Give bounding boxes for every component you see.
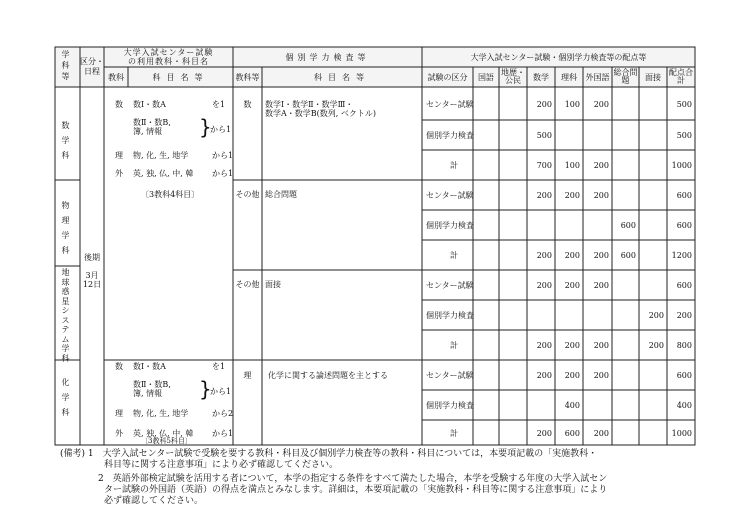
center2-subj-foreign-name: 英, 独, 仏, 中, 韓	[133, 429, 194, 438]
score-cell: 200	[648, 311, 664, 320]
center2-subj-math-2-name-b: 簿, 情報	[133, 389, 163, 398]
header-center-title-1: 大学入試センター試験	[123, 48, 214, 57]
center-subj-sci-name: 物, 化, 生, 地学	[133, 151, 189, 160]
score-cell: 200	[536, 428, 552, 438]
center2-subj-sci-name: 物, 化, 生, 地学	[133, 409, 189, 418]
col-japanese: 国語	[478, 73, 494, 82]
score-row-type: センター試験	[426, 191, 474, 200]
note-2-line-3: 必ず確認してください。	[104, 496, 204, 506]
center2-subj-sci: 理	[115, 409, 123, 418]
score-cell: 200	[648, 341, 664, 350]
score-cell: 200	[593, 161, 609, 170]
score-row-type: センター試験	[426, 281, 474, 290]
dept-chem: 化学科	[61, 378, 70, 417]
center2-subj-math-1-name: 数Ⅰ・数A	[133, 362, 166, 371]
center-subj-math-2-name: 数Ⅱ・数B,	[133, 118, 171, 127]
indiv-1-name-b: 数学A・数学B(数列, ベクトル)	[265, 109, 376, 118]
score-cell: 200	[536, 251, 552, 260]
schedule-date: 3月	[85, 271, 99, 280]
score-cell: 200	[536, 99, 552, 109]
score-row-type: 個別学力検査	[426, 311, 474, 320]
center-subj-math-1-count: を1	[212, 100, 226, 109]
score-row-type: 計	[450, 341, 458, 350]
center2-subj-math-1: 数	[115, 362, 123, 371]
schedule-day: 12日	[82, 280, 102, 289]
score-cell: 1000	[671, 161, 692, 170]
center2-subj-math-2-count: から1	[210, 387, 232, 396]
center2-subj-math-2-name: 数Ⅱ・数B,	[133, 380, 171, 389]
score-cell: 200	[564, 341, 580, 350]
score-cell: 1200	[671, 251, 692, 260]
score-cell: 200	[564, 191, 580, 200]
header-dept: 学科等	[61, 50, 70, 81]
indiv-3-subject: その他	[235, 280, 260, 289]
center-subj-foreign-count: から1	[212, 169, 234, 178]
score-cell: 500	[676, 99, 692, 109]
indiv-1-name-a: 数学Ⅰ・数学Ⅱ・数学Ⅲ・	[265, 100, 354, 109]
dept-math: 数学科	[61, 121, 70, 160]
score-row-type: 計	[450, 161, 458, 170]
score-cell: 200	[564, 251, 580, 260]
center-subj-math-1-name: 数Ⅰ・数A	[133, 100, 166, 109]
score-cell: 200	[593, 341, 609, 350]
score-row-type: 個別学力検査	[426, 221, 474, 230]
center2-summary: 〔3教科5科目〕	[141, 437, 192, 445]
header-center-title-2: の利用教科・科目名	[128, 57, 209, 66]
center2-subj-sci-count: から2	[212, 409, 234, 418]
brace-1: }	[199, 115, 212, 139]
score-cell: 600	[620, 251, 636, 260]
score-row-type: 個別学力検査	[426, 401, 474, 410]
score-cell: 200	[593, 371, 609, 380]
indiv-4-subject: 理	[243, 371, 252, 380]
score-cell: 200	[593, 428, 609, 438]
center-subj-sci-count: から1	[212, 151, 234, 160]
score-cell: 600	[620, 221, 636, 230]
score-cell: 600	[676, 221, 692, 230]
score-cell: 800	[676, 341, 692, 350]
score-cell: 100	[564, 99, 580, 109]
center-subj-math-2-count: から1	[210, 125, 232, 134]
score-cell: 400	[564, 401, 580, 410]
header-allocation: 大学入試センター試験・個別学力検査等の配点等	[470, 53, 647, 62]
col-exam-type: 試験の区分	[427, 73, 468, 82]
col-foreign: 外国語	[585, 73, 610, 82]
score-cell: 200	[536, 281, 552, 290]
header-subject-1: 教科	[108, 73, 124, 82]
note-2-line-2: ター試験の外国語（英語）の得点を満点とみなします。詳細は，本要項記載の「実施教科・科目等に関する注意事項」により	[104, 485, 608, 495]
note-1-line-1: (備考) 1 大学入試センター試験で受験を要する教科・科目及び個別学力検査等の教科・科目については，本要項記載の「実施教科・	[60, 449, 598, 459]
center2-subj-foreign-count: から1	[212, 429, 234, 438]
score-cell: 600	[564, 428, 580, 438]
score-cell: 1000	[671, 428, 692, 438]
score-cell: 200	[564, 371, 580, 380]
score-cell: 200	[676, 311, 692, 320]
header-subject-name-2: 科目名等	[314, 73, 370, 82]
score-cell: 200	[593, 99, 609, 109]
header-schedule: 区分・日程	[80, 57, 104, 76]
indiv-2-name: 総合問題	[265, 190, 297, 199]
score-cell: 400	[676, 401, 692, 410]
indiv-4-name: 化学に関する論述問題を主とする	[268, 371, 388, 380]
score-cell: 200	[564, 281, 580, 290]
center2-subj-math-1-count: を1	[212, 362, 226, 371]
header-subject-2: 教科等	[235, 73, 260, 82]
col-total: 配点合計	[669, 68, 693, 85]
score-row-type: 個別学力検査	[426, 131, 474, 140]
score-row-type: 計	[450, 251, 458, 260]
dept-physics: 物理学科	[61, 201, 70, 255]
center-subj-foreign-name: 英, 独, 仏, 中, 韓	[133, 169, 194, 178]
indiv-2-subject: その他	[235, 190, 260, 199]
score-row-type: センター試験	[426, 99, 474, 109]
score-row-type: 計	[450, 428, 458, 438]
score-cell: 500	[536, 131, 552, 140]
header-individual: 個別学力検査等	[285, 53, 370, 62]
score-cell: 600	[676, 191, 692, 200]
center1-summary: 〔3教科4科目〕	[141, 190, 200, 199]
score-cell: 600	[676, 371, 692, 380]
note-1-line-2: 科目等に関する注意事項」により必ず確認してください。	[104, 460, 339, 470]
note-2-line-1: 2 英語外部検定試験を活用する者について，本学の指定する条件をすべて満たした場合，本学を受験する年度の大学入試セン	[98, 474, 608, 484]
col-geo-civics: 地歴・公民	[501, 68, 525, 85]
score-cell: 700	[536, 161, 552, 170]
score-cell: 200	[536, 341, 552, 350]
score-cell: 200	[593, 191, 609, 200]
center2-subj-foreign: 外	[115, 429, 123, 438]
center-subj-math-2-name-b: 簿, 情報	[133, 127, 163, 136]
col-math: 数学	[533, 73, 549, 82]
col-interview: 面接	[645, 73, 661, 82]
score-cell: 100	[564, 161, 580, 170]
brace-2: }	[199, 377, 212, 401]
center-subj-sci: 理	[115, 151, 123, 160]
score-cell: 200	[536, 191, 552, 200]
score-cell: 200	[536, 371, 552, 380]
center-subj-math-1: 数	[115, 100, 123, 109]
schedule-term: 後期	[84, 253, 100, 262]
header-subject-name-1: 科目名等	[152, 73, 209, 82]
col-science: 理科	[561, 73, 577, 82]
score-cell: 200	[593, 281, 609, 290]
score-cell: 500	[676, 131, 692, 140]
dept-earth: 地球惑星システム学科	[61, 268, 70, 363]
col-comprehensive: 総合問題	[613, 68, 638, 85]
indiv-1-subject: 数	[243, 100, 252, 109]
score-cell: 600	[676, 281, 692, 290]
indiv-3-name: 面接	[265, 280, 281, 289]
score-cell: 200	[593, 251, 609, 260]
score-row-type: センター試験	[426, 371, 474, 380]
center-subj-foreign: 外	[115, 169, 123, 178]
